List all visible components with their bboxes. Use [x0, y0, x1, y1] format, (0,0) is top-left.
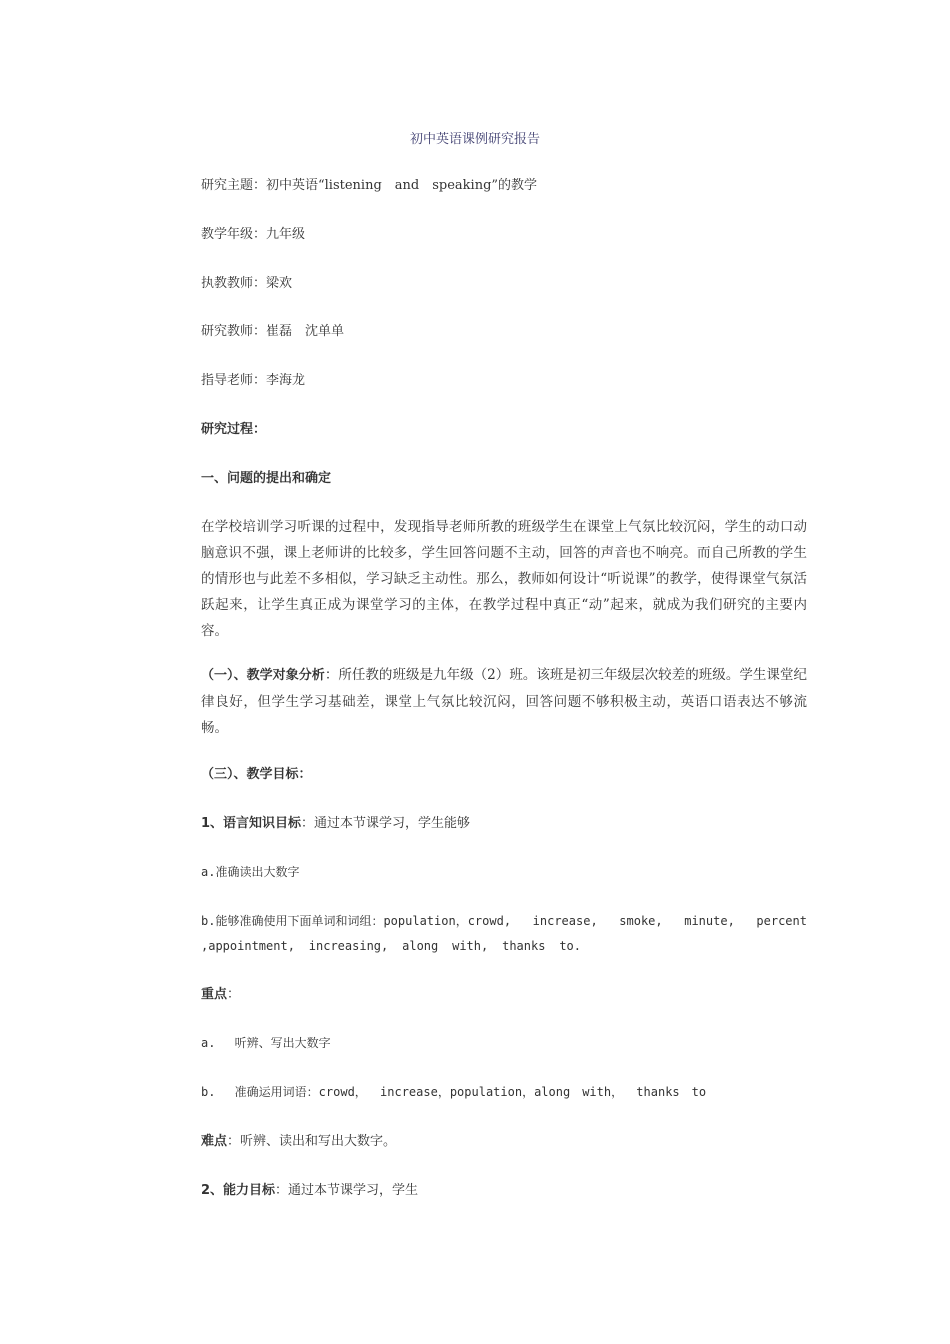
analysis-text: ：所任教的班级是九年级（2）班。该班是初三年级层次较差的班级。学生课堂纪律良好，但学生学习基础差，课堂上气氛比较沉闷，回答问题不够积极主动，英语口语表达不够流畅。: [201, 667, 807, 736]
analysis-label: （一）、教学对象分析: [201, 668, 325, 683]
vocab-segment: b.能够准确使用下面单词和词组：population，crowd,: [201, 914, 512, 928]
goal1-line: [201, 815, 807, 832]
difficulty-line: [201, 1133, 807, 1150]
research-teachers: 研究教师：崔磊 沈单单: [201, 324, 345, 339]
difficulty-label: 难点: [201, 1134, 228, 1149]
teaching-teacher: 执教教师：梁欢: [201, 276, 293, 291]
analysis-paragraph: [201, 662, 807, 741]
key-points-heading: [201, 986, 807, 1003]
section1-paragraph: 在学校培训学习听课的过程中，发现指导老师所教的班级学生在课堂上气氛比较沉闷，学生的动口动脑意识不强，课上老师讲的比较多，学生回答问题不主动，回答的声音也不响亮。而自己所教的学生的情形也与此差不多相似，学习缺乏主动性。那么，教师如何设计“听说课”的教学，使得课堂气氛活跃起来，让学生真正成为课堂学习的主体，在教学过程中真正“动”起来，就成为我们研究的主要内容。: [201, 519, 807, 639]
key-point-b: b. 准确运用词语：crowd， increase，population，along with， thanks to: [201, 1085, 707, 1099]
goal1-label: 1、语言知识目标: [201, 816, 302, 831]
goal2-text: ：通过本节课学习，学生: [275, 1183, 419, 1198]
key-points-colon: ：: [227, 987, 241, 1002]
teaching-grade: 教学年级：九年级: [201, 227, 306, 242]
vocab-segment: increasing,: [308, 939, 389, 953]
goals-heading: （三）、教学目标：: [201, 767, 312, 782]
process-heading: 研究过程：: [201, 422, 267, 437]
key-points-label: 重点: [201, 987, 228, 1002]
goal2-label: 2、能力目标: [201, 1183, 276, 1198]
document-title: 初中英语课例研究报告: [409, 132, 540, 147]
advisor-teacher: 指导老师：李海龙: [201, 373, 306, 388]
vocab-segment: to.: [559, 939, 581, 953]
vocab-segment: ,appointment,: [201, 939, 295, 953]
vocab-segment: with,: [452, 939, 489, 953]
goal1-text: ：通过本节课学习，学生能够: [301, 816, 471, 831]
vocab-segment: smoke,: [619, 914, 663, 928]
vocab-segment: increase,: [532, 914, 598, 928]
goal1-item-b-line2: [201, 938, 581, 955]
section1-heading: 一、问题的提出和确定: [201, 471, 332, 486]
vocab-segment: thanks: [502, 939, 546, 953]
research-topic: 研究主题：初中英语“listening and speaking”的教学: [201, 178, 538, 193]
vocab-segment: percent: [756, 914, 807, 928]
goal1-item-a: a.准确读出大数字: [201, 865, 300, 879]
vocab-segment: along: [402, 939, 439, 953]
difficulty-text: ：听辨、读出和写出大数字。: [227, 1134, 397, 1149]
goal1-item-b-line1: [201, 913, 807, 930]
vocab-segment: minute,: [684, 914, 735, 928]
key-point-a: a. 听辨、写出大数字: [201, 1036, 331, 1050]
goal2-line: [201, 1182, 807, 1199]
